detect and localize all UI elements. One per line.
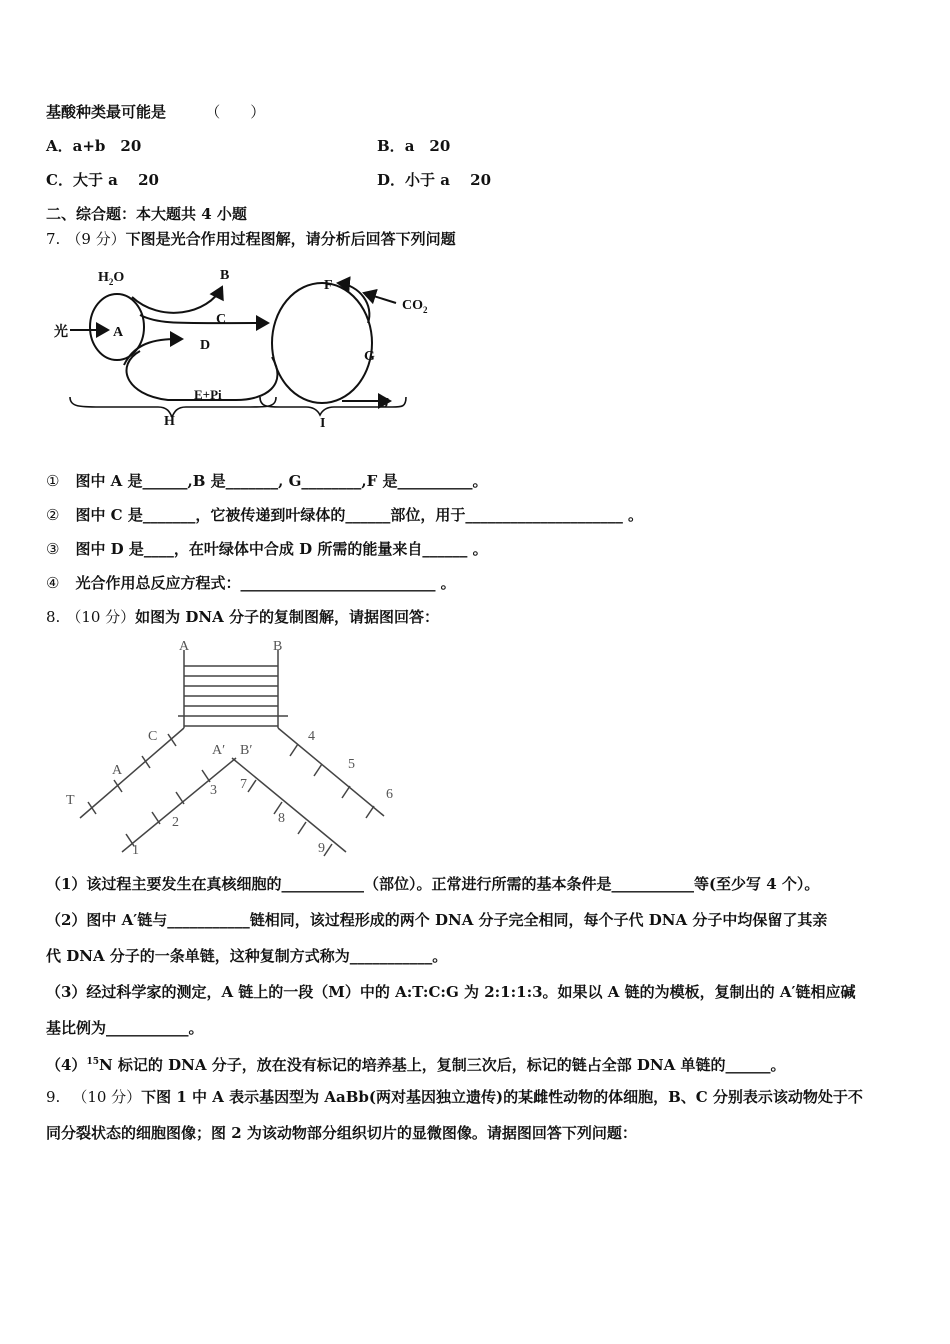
tick — [176, 792, 184, 804]
item-text: 光合作用总反应方程式：__________________________ 。 — [75, 574, 456, 592]
q8-item-3: （3）经过科学家的测定，A 链上的一段（M）中的 A:T:C:G 为 2:1:1:3。如果以 A 链的为模板，复制出的 A′链相应碱 — [46, 983, 856, 1001]
fork-left-inner — [122, 758, 236, 852]
q8-points: （10 分） — [66, 608, 136, 626]
item-text: N 标记的 DNA 分子，放在没有标记的培养基上，复制三次后，标记的链占全部 DNA 单链的______。 — [98, 1056, 786, 1074]
section-title: 二、综合题：本大题共 4 小题 — [46, 205, 247, 223]
label-a-top: A — [179, 639, 190, 654]
tick — [88, 802, 96, 814]
label-g: G — [364, 349, 375, 364]
q6-option-b — [377, 136, 450, 156]
q7-item-2 — [46, 505, 643, 525]
label-1: 1 — [132, 843, 139, 858]
q6-option-a — [46, 136, 141, 156]
label-7: 7 — [240, 777, 247, 792]
calvin-cycle-ellipse — [272, 283, 372, 403]
q7-stem-text: 下图是光合作用过程图解，请分析后回答下列问题 — [125, 230, 456, 248]
fork-right-inner — [232, 758, 346, 852]
option-text: 小于 a 20 — [405, 171, 492, 189]
dna-replication-diagram — [60, 638, 420, 863]
label-h: H — [164, 414, 175, 429]
label-j: J — [382, 396, 389, 411]
tick — [290, 744, 298, 756]
q7-item-1 — [46, 471, 488, 491]
label-light: 光 — [54, 325, 68, 340]
tick — [366, 806, 374, 818]
tick — [342, 786, 350, 798]
label-6: 6 — [386, 787, 393, 802]
q7-points: （9 分） — [66, 230, 126, 248]
label-c: C — [216, 312, 227, 327]
label-a-prime: A′ — [212, 743, 226, 758]
option-label: C． — [46, 171, 73, 189]
q8-item-3-cont: 基比例为___________。 — [46, 1019, 204, 1037]
q9-line-2: 同分裂状态的细胞图像；图 2 为该动物部分组织切片的显微图像。请据图回答下列问题： — [46, 1124, 637, 1142]
photosynthesis-diagram — [40, 255, 440, 435]
label-b-top: B — [273, 639, 283, 654]
option-label: A． — [46, 137, 73, 155]
label-c: C — [148, 729, 158, 744]
item-prefix: （4） — [46, 1056, 87, 1074]
fork-right-outer — [278, 728, 384, 816]
q8-stem — [46, 607, 439, 627]
label-h2o: $H_2O$ — [98, 270, 125, 287]
q9-points: （10 分） — [72, 1088, 142, 1106]
label-8: 8 — [278, 811, 285, 826]
item-number: ① — [46, 472, 60, 490]
q7-number: 7. — [46, 230, 61, 248]
tick — [248, 780, 256, 792]
q8-item-1: （1）该过程主要发生在真核细胞的___________（部位）。正常进行所需的基本条件是___________等(至少写 4 个）。 — [46, 875, 820, 893]
label-f: F — [324, 278, 333, 293]
label-4: 4 — [308, 729, 315, 744]
label-i: I — [320, 416, 326, 431]
label-a: A — [113, 325, 124, 340]
q6-stem-tail — [46, 102, 265, 122]
isotope-superscript: 15 — [86, 1057, 99, 1067]
q8-item-2: （2）图中 A′链与___________链相同，该过程形成的两个 DNA 分子完全相同，每个子代 DNA 分子中均保留了其亲 — [46, 911, 828, 929]
option-text: 大于 a 20 — [72, 171, 159, 189]
q8-stem-text: 如图为 DNA 分子的复制图解，请据图回答： — [135, 608, 439, 626]
option-label: B． — [377, 137, 405, 155]
tick — [202, 770, 210, 782]
arrow-h2o-to-b — [132, 287, 222, 313]
q9-line-1 — [46, 1087, 863, 1107]
label-2: 2 — [172, 815, 179, 830]
item-text: 图中 D 是____，在叶绿体中合成 D 所需的能量来自______ 。 — [75, 540, 488, 558]
label-3: 3 — [210, 783, 217, 798]
label-e-pi: E+Pi — [194, 387, 222, 402]
label-9: 9 — [318, 841, 325, 856]
arrow-co2-to-f — [364, 293, 396, 303]
item-number: ④ — [46, 574, 60, 592]
q9-text: 下图 1 中 A 表示基因型为 AaBb(两对基因独立遗传)的某雌性动物的体细胞，B、C 分别表示该动物处于不 — [141, 1088, 863, 1106]
arrow-to-c — [140, 315, 268, 323]
q7-item-4 — [46, 573, 456, 593]
tick — [298, 822, 306, 834]
q8-item-4 — [46, 1052, 786, 1075]
q7-item-3 — [46, 539, 488, 559]
label-d: D — [200, 338, 211, 353]
label-a-left: A — [112, 763, 123, 778]
option-text: a 20 — [404, 137, 451, 155]
item-number: ③ — [46, 540, 60, 558]
tick — [314, 764, 322, 776]
tick — [324, 844, 332, 856]
option-text: a+b 20 — [72, 137, 142, 155]
label-t: T — [66, 793, 75, 808]
label-b: B — [220, 268, 230, 283]
option-label: D． — [377, 171, 406, 189]
tick — [152, 812, 160, 824]
arrow-to-d — [124, 339, 182, 365]
q6-option-d — [377, 170, 491, 190]
label-co2: $CO_2$ — [402, 298, 428, 315]
q9-number: 9. — [46, 1088, 61, 1106]
fork-left-outer — [80, 728, 184, 818]
item-text: 图中 C 是_______，它被传递到叶绿体的______部位，用于_____________________ 。 — [75, 506, 644, 524]
q6-stem-text: 基酸种类最可能是 — [46, 103, 167, 121]
label-b-prime: B′ — [240, 743, 253, 758]
item-number: ② — [46, 506, 60, 524]
item-text: 图中 A 是______,B 是_______, G________,F 是__________。 — [75, 472, 488, 490]
q8-item-2-cont: 代 DNA 分子的一条单链，这种复制方式称为___________。 — [46, 947, 448, 965]
q8-number: 8. — [46, 608, 61, 626]
q6-answer-paren: （ ） — [205, 103, 266, 121]
q7-stem — [46, 229, 456, 249]
label-5: 5 — [348, 757, 355, 772]
q6-option-c — [46, 170, 159, 190]
